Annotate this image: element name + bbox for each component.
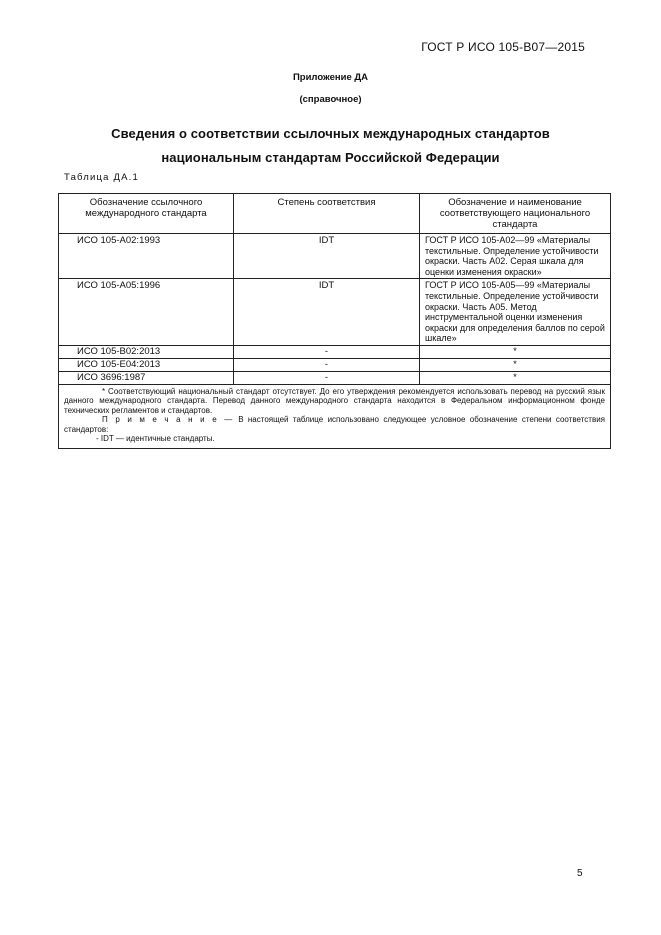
national-standard-cell: * [420,371,611,384]
degree-cell: - [234,358,420,371]
standard-code-header: ГОСТ Р ИСО 105-В07—2015 [421,40,585,54]
appendix-title: Приложение ДА [292,72,369,83]
note-item: - IDT — идентичные стандарты. [96,434,215,444]
note-label: П р и м е ч а н и е — [102,415,234,425]
header-national-standard: Обозначение и наименование соответствующего национального стандарта [420,194,611,234]
header-ref-standard: Обозначение ссылочного международного стандарта [59,194,234,234]
degree-cell: - [234,371,420,384]
national-standard-cell: ГОСТ Р ИСО 105-А02—99 «Материалы текстильные. Определение устойчивости окраски. Часть А02. Серая шкала для оценки изменения окраски» [420,234,611,279]
table-row [59,345,611,358]
degree-cell: - [234,345,420,358]
title-line-2: национальным стандартам Российской Федерации [161,150,500,165]
table-footnote-row [59,384,611,448]
page-number: 5 [577,868,583,879]
ref-standard-cell: ИСО 105-В02:2013 [59,345,234,358]
note-text: В настоящей таблице использовано следующее условное обозначение степени соответствия стандартов: [64,415,605,434]
national-standard-cell: * [420,345,611,358]
national-standard-cell: ГОСТ Р ИСО 105-А05—99 «Материалы текстильные. Определение устойчивости окраски. Часть А05. Метод инструментальной оценки изменения окраски для определения баллов по серой шкале» [420,279,611,346]
degree-cell: IDT [234,234,420,279]
appendix-subtitle: (справочное) [299,94,362,105]
footnote-text: * Соответствующий национальный стандарт отсутствует. До его утверждения рекомендуется использовать перевод на русский язык данного международного стандарта. Перевод данного международного стандарта находится в Федеральном информационном фонде технических регламентов и стандартов. [64,386,605,415]
table-row [59,371,611,384]
document-title [0,122,661,170]
national-standard-cell: * [420,358,611,371]
correspondence-table [58,193,611,449]
ref-standard-cell: ИСО 105-Е04:2013 [59,358,234,371]
header-degree: Степень соответствия [234,194,420,234]
ref-standard-cell: ИСО 105-А05:1996 [59,279,234,346]
table-row [59,279,611,346]
degree-cell: IDT [234,279,420,346]
table-caption: Таблица ДА.1 [64,172,139,183]
ref-standard-cell: ИСО 105-А02:1993 [59,234,234,279]
table-header-row [59,194,611,234]
title-line-1: Сведения о соответствии ссылочных международных стандартов [111,126,550,141]
table-row [59,358,611,371]
table-footnote-cell [59,384,611,448]
table-row [59,234,611,279]
table-note [64,415,605,434]
ref-standard-cell: ИСО 3696:1987 [59,371,234,384]
